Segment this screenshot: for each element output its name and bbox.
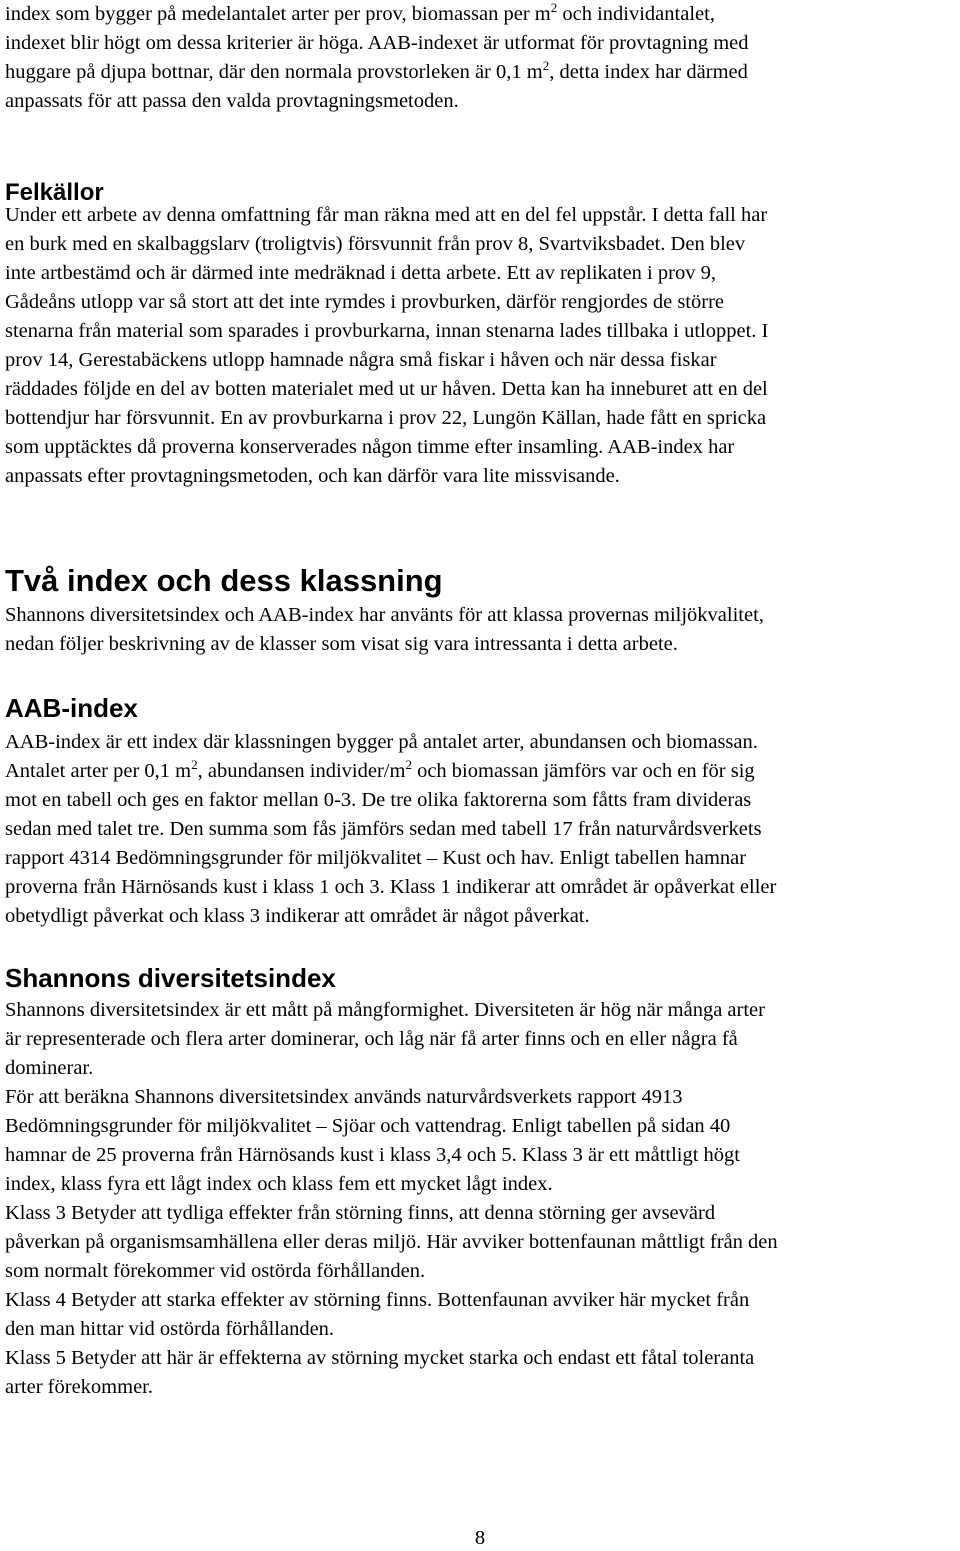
- text-line: påverkan på organismsamhällena eller deras miljö. Här avviker bottenfaunan måttligt från den: [5, 1231, 778, 1253]
- text-run: , abundansen individer/m: [197, 760, 406, 782]
- text-line: inte artbestämd och är därmed inte medräknad i detta arbete. Ett av replikaten i prov 9,: [5, 262, 716, 284]
- text-line: anpassats efter provtagningsmetoden, och kan därför vara lite missvisande.: [5, 465, 620, 487]
- section-heading-two-indexes: Två index och dess klassning: [5, 563, 443, 598]
- text-line: indexet blir högt om dessa kriterier är höga. AAB-indexet är utformat för provtagning med: [5, 32, 749, 54]
- text-line: en burk med en skalbaggslarv (troligtvis) försvunnit från prov 8, Svartviksbadet. Den blev: [5, 233, 746, 255]
- text-line: den man hittar vid ostörda förhållanden.: [5, 1318, 335, 1340]
- aab-paragraph-rest: [5, 786, 960, 931]
- text-run: Antalet arter per 0,1 m: [5, 760, 192, 782]
- text-line: som upptäcktes då proverna konserverades någon timme efter insamling. AAB-index har: [5, 436, 735, 458]
- superscript: 2: [550, 0, 558, 15]
- text-run: och biomassan jämförs var och en för sig: [411, 760, 755, 782]
- text-line: arter förekommer.: [5, 1376, 153, 1398]
- text-run: , detta index har därmed: [549, 61, 748, 83]
- text-line: [5, 0, 960, 29]
- text-line: rapport 4314 Bedömningsgrunder för miljökvalitet – Kust och hav. Enligt tabellen hamnar: [5, 847, 747, 869]
- two-indexes-paragraph: [5, 601, 960, 659]
- text-line: proverna från Härnösands kust i klass 1 och 3. Klass 1 indikerar att området är opåverkat eller: [5, 876, 777, 898]
- text-line: prov 14, Gerestabäckens utlopp hamnade några små fiskar i håven och när dessa fiskar: [5, 349, 717, 371]
- text-line: bottendjur har försvunnit. En av provburkarna i prov 22, Lungön Källan, hade fått en spricka: [5, 407, 767, 429]
- text-line: mot en tabell och ges en faktor mellan 0-3. De tre olika faktorerna som fåtts fram divideras: [5, 789, 752, 811]
- felkallor-heading: Felkällor: [5, 179, 104, 206]
- page-number: 8: [474, 1527, 486, 1549]
- text-line: index, klass fyra ett lågt index och klass fem ett mycket lågt index.: [5, 1173, 553, 1195]
- aab-heading: AAB-index: [5, 693, 138, 723]
- text-line: dominerar.: [5, 1057, 94, 1079]
- superscript: 2: [405, 757, 412, 772]
- text-run: index som bygger på medelantalet arter per prov, biomassan per m: [5, 3, 551, 25]
- felkallor-paragraph: [5, 201, 960, 491]
- superscript: 2: [191, 757, 198, 772]
- text-line: Gådeåns utlopp var så stort att det inte rymdes i provburken, därför rengjordes de större: [5, 291, 724, 313]
- aab-paragraph: [5, 728, 960, 931]
- text-line: anpassats för att passa den valda provtagningsmetoden.: [5, 90, 459, 112]
- text-line: hamnar de 25 proverna från Härnösands kust i klass 3,4 och 5. Klass 3 är ett måttligt högt: [5, 1144, 740, 1166]
- text-line: Bedömningsgrunder för miljökvalitet – Sjöar och vattendrag. Enligt tabellen på sidan 40: [5, 1115, 731, 1137]
- intro-paragraph: [5, 0, 960, 116]
- text-run: huggare på djupa bottnar, där den normala provstorleken är 0,1 m: [5, 61, 543, 83]
- superscript: 2: [542, 58, 550, 73]
- text-line: Shannons diversitetsindex och AAB-index har använts för att klassa provernas miljökvalitet,: [5, 604, 764, 626]
- text-line: AAB-index är ett index där klassningen bygger på antalet arter, abundansen och biomassan.: [5, 731, 758, 753]
- text-line: Klass 5 Betyder att här är effekterna av störning mycket starka och endast ett fåtal toleranta: [5, 1347, 755, 1369]
- text-line: som normalt förekommer vid ostörda förhållanden.: [5, 1260, 426, 1282]
- text-line: För att beräkna Shannons diversitetsindex används naturvårdsverkets rapport 4913: [5, 1086, 683, 1108]
- text-line: [5, 58, 960, 87]
- text-line: stenarna från material som sparades i provburkarna, innan stenarna lades tillbaka i utloppet. I: [5, 320, 769, 342]
- text-line: sedan med talet tre. Den summa som fås jämförs sedan med tabell 17 från naturvårdsverkets: [5, 818, 762, 840]
- text-line: obetydligt påverkat och klass 3 indikerar att området är något påverkat.: [5, 905, 590, 927]
- text-line: Klass 3 Betyder att tydliga effekter från störning finns, att denna störning ger avsevärd: [5, 1202, 716, 1224]
- text-line: Klass 4 Betyder att starka effekter av störning finns. Bottenfaunan avviker här mycket från: [5, 1289, 750, 1311]
- text-line: Under ett arbete av denna omfattning får man räkna med att en del fel uppstår. I detta fall har: [5, 204, 768, 226]
- shannon-heading: Shannons diversitetsindex: [5, 963, 336, 993]
- text-line: räddades följde en del av botten materialet med ut ur håven. Detta kan ha inneburet att en del: [5, 378, 768, 400]
- shannon-paragraph: [5, 996, 960, 1402]
- text-line: [5, 757, 960, 786]
- text-line: Shannons diversitetsindex är ett mått på mångformighet. Diversiteten är hög när många arter: [5, 999, 765, 1021]
- text-line: är representerade och flera arter dominerar, och låg när få arter finns och en eller några få: [5, 1028, 738, 1050]
- text-run: och individantalet,: [557, 3, 715, 25]
- text-line: nedan följer beskrivning av de klasser som visat sig vara intressanta i detta arbete.: [5, 633, 678, 655]
